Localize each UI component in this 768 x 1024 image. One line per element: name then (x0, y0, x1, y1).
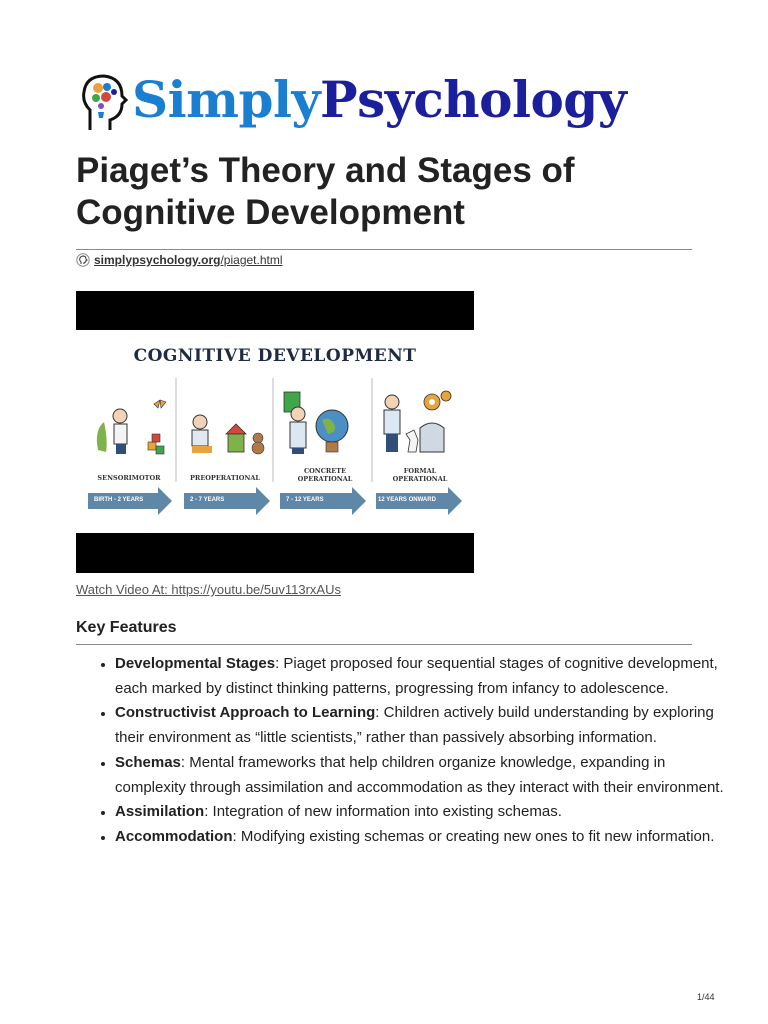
stage-label-sensorimotor: SENSORIMOTOR (97, 474, 161, 482)
brain-head-icon (76, 70, 128, 136)
title-divider (76, 249, 692, 250)
stage-age-sensorimotor: BIRTH - 2 YEARS (94, 497, 144, 503)
formal-operational-illustration (384, 391, 451, 452)
key-features-list (76, 652, 735, 850)
brand-simply: Simply (132, 70, 321, 129)
site-favicon-icon (76, 253, 90, 267)
video-thumbnail[interactable] (76, 330, 474, 533)
feature-term: Developmental Stages (115, 655, 276, 672)
feature-text: : Children actively build understanding by exploring their environment as “little scientists,” rather than passively absorbing information. (115, 704, 714, 747)
list-item (115, 825, 735, 850)
sensorimotor-illustration (97, 400, 166, 454)
feature-text: : Mental frameworks that help children organize knowledge, expanding in complexity through assimilation and accommodation as they interact with their environment. (115, 753, 724, 796)
concrete-operational-illustration (284, 392, 348, 454)
feature-term: Schemas (115, 753, 181, 771)
feature-text: : Piaget proposed four sequential stages of cognitive development, each marked by distinct thinking patterns, progressing from infancy to adolescence. (115, 655, 718, 697)
source-link[interactable] (76, 253, 283, 267)
stage-age-concrete: 7 - 12 YEARS (286, 497, 324, 503)
thumbnail-title: COGNITIVE DEVELOPMENT (133, 346, 417, 366)
brand-psychology: Psychology (320, 70, 627, 129)
key-features-heading: Key Features (76, 619, 177, 636)
feature-text: : Integration of new information into existing schemas. (204, 803, 562, 821)
preoperational-illustration (192, 415, 264, 454)
site-logo[interactable] (76, 66, 690, 142)
watch-video-link[interactable]: Watch Video At: https://youtu.be/5uv113rxAUs (76, 582, 341, 597)
feature-term: Accommodation (115, 827, 233, 845)
page-title: Piaget’s Theory and Stages of Cognitive Development (76, 151, 575, 232)
list-item (115, 701, 735, 750)
stage-label-formal: FORMAL OPERATIONAL (392, 467, 448, 483)
stage-label-preoperational: PREOPERATIONAL (190, 474, 260, 482)
list-item (115, 652, 735, 701)
stage-label-concrete: CONCRETE OPERATIONAL (297, 467, 353, 483)
brand-wordmark (132, 68, 626, 132)
source-path[interactable]: /piaget.html (220, 253, 283, 267)
feature-text: : Modifying existing schemas or creating new ones to fit new information. (232, 827, 715, 845)
list-item (115, 800, 735, 825)
feature-term: Constructivist Approach to Learning (115, 704, 376, 722)
page-number: 1/44 (697, 992, 715, 1002)
source-domain[interactable]: simplypsychology.org (94, 253, 221, 267)
list-item (115, 751, 735, 800)
stage-age-formal: 12 YEARS ONWARD (378, 497, 436, 503)
feature-term: Assimilation (115, 803, 205, 821)
key-features-divider (76, 644, 692, 645)
stage-age-preoperational: 2 - 7 YEARS (190, 497, 225, 503)
video-embed[interactable] (76, 291, 474, 573)
